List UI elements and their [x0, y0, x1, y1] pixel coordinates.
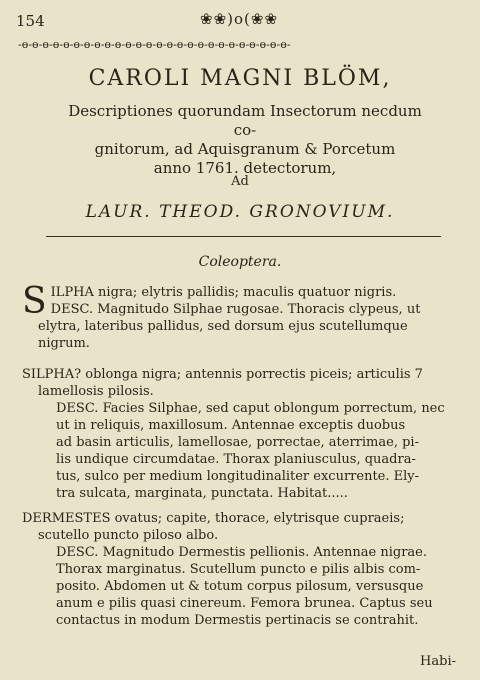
entry-line: ut in reliquis, maxillosum. Antennae exceptis duobus [56, 418, 406, 433]
section-heading: Coleoptera. [198, 254, 282, 270]
entry-line: ad basin articulis, lamellosae, porrectae, aterrimae, pi- [56, 435, 419, 450]
entry-line: posito. Abdomen ut & totum corpus pilosum, versusque [56, 579, 424, 594]
subtitle-line: anno 1761. detectorum, [153, 159, 337, 177]
page-number: 154 [16, 12, 45, 30]
subtitle [60, 102, 430, 178]
entry-line: anum e pilis quasi cinereum. Femora brunea. Captus seu [56, 596, 433, 611]
subtitle-line: Descriptiones quorundam Insectorum necdum co- [68, 102, 422, 139]
drop-cap: S [22, 281, 47, 322]
entry-line: DESC. Facies Silphae, sed caput oblongum porrectum, nec [56, 401, 445, 416]
entry-silpha-2 [22, 366, 458, 502]
divider [46, 236, 441, 237]
decorative-rule: -ɵ-ɵ-ɵ-ɵ-ɵ-ɵ-ɵ-ɵ-ɵ-ɵ-ɵ-ɵ-ɵ-ɵ-ɵ-ɵ-ɵ-ɵ-ɵ-ɵ-ɵ-ɵ-ɵ-ɵ-ɵ-ɵ- [18, 38, 291, 51]
entry-head: DERMESTES ovatus; capite, thorace, elytrisque cupraeis; [22, 511, 405, 526]
page-title: CAROLI MAGNI BLÖM, [88, 66, 392, 91]
entry-line: lis undique circumdatae. Thorax planiusculus, quadra- [56, 452, 416, 467]
ad-word: Ad [231, 174, 249, 189]
entry-line: Thorax marginatus. Scutellum puncto e pilis albis com- [56, 562, 421, 577]
entry-line: DESC. Magnitudo Silphae rugosae. Thoracis clypeus, ut [50, 302, 421, 317]
entry-head: lamellosis pilosis. [38, 384, 154, 399]
entry-silpha-1 [22, 281, 458, 352]
entry-head: scutello puncto piloso albo. [38, 528, 219, 543]
entry-head: SILPHA? oblonga nigra; antennis porrectis piceis; articulis 7 [22, 367, 423, 382]
catchword: Habi- [420, 654, 456, 669]
entry-line: tra sulcata, marginata, punctata. Habitat..... [56, 486, 348, 501]
subtitle-line: gnitorum, ad Aquisgranum & Porcetum [94, 140, 396, 158]
dedicatee: LAUR. THEOD. GRONOVIUM. [85, 202, 395, 222]
entry-dermestes [22, 510, 458, 629]
entry-line: tus, sulco per medium longitudinaliter excurrente. Ely- [56, 469, 420, 484]
header-ornament: ❀❀)o(❀❀ [200, 10, 279, 28]
entry-line: nigrum. [38, 336, 90, 351]
entry-line: elytra, lateribus pallidus, sed dorsum ejus scutellumque [38, 319, 408, 334]
entry-head: ILPHA nigra; elytris pallidis; maculis quatuor nigris. [50, 285, 397, 300]
entry-line: DESC. Magnitudo Dermestis pellionis. Antennae nigrae. [56, 545, 427, 560]
entry-line: contactus in modum Dermestis pertinacis se contrahit. [56, 613, 419, 628]
